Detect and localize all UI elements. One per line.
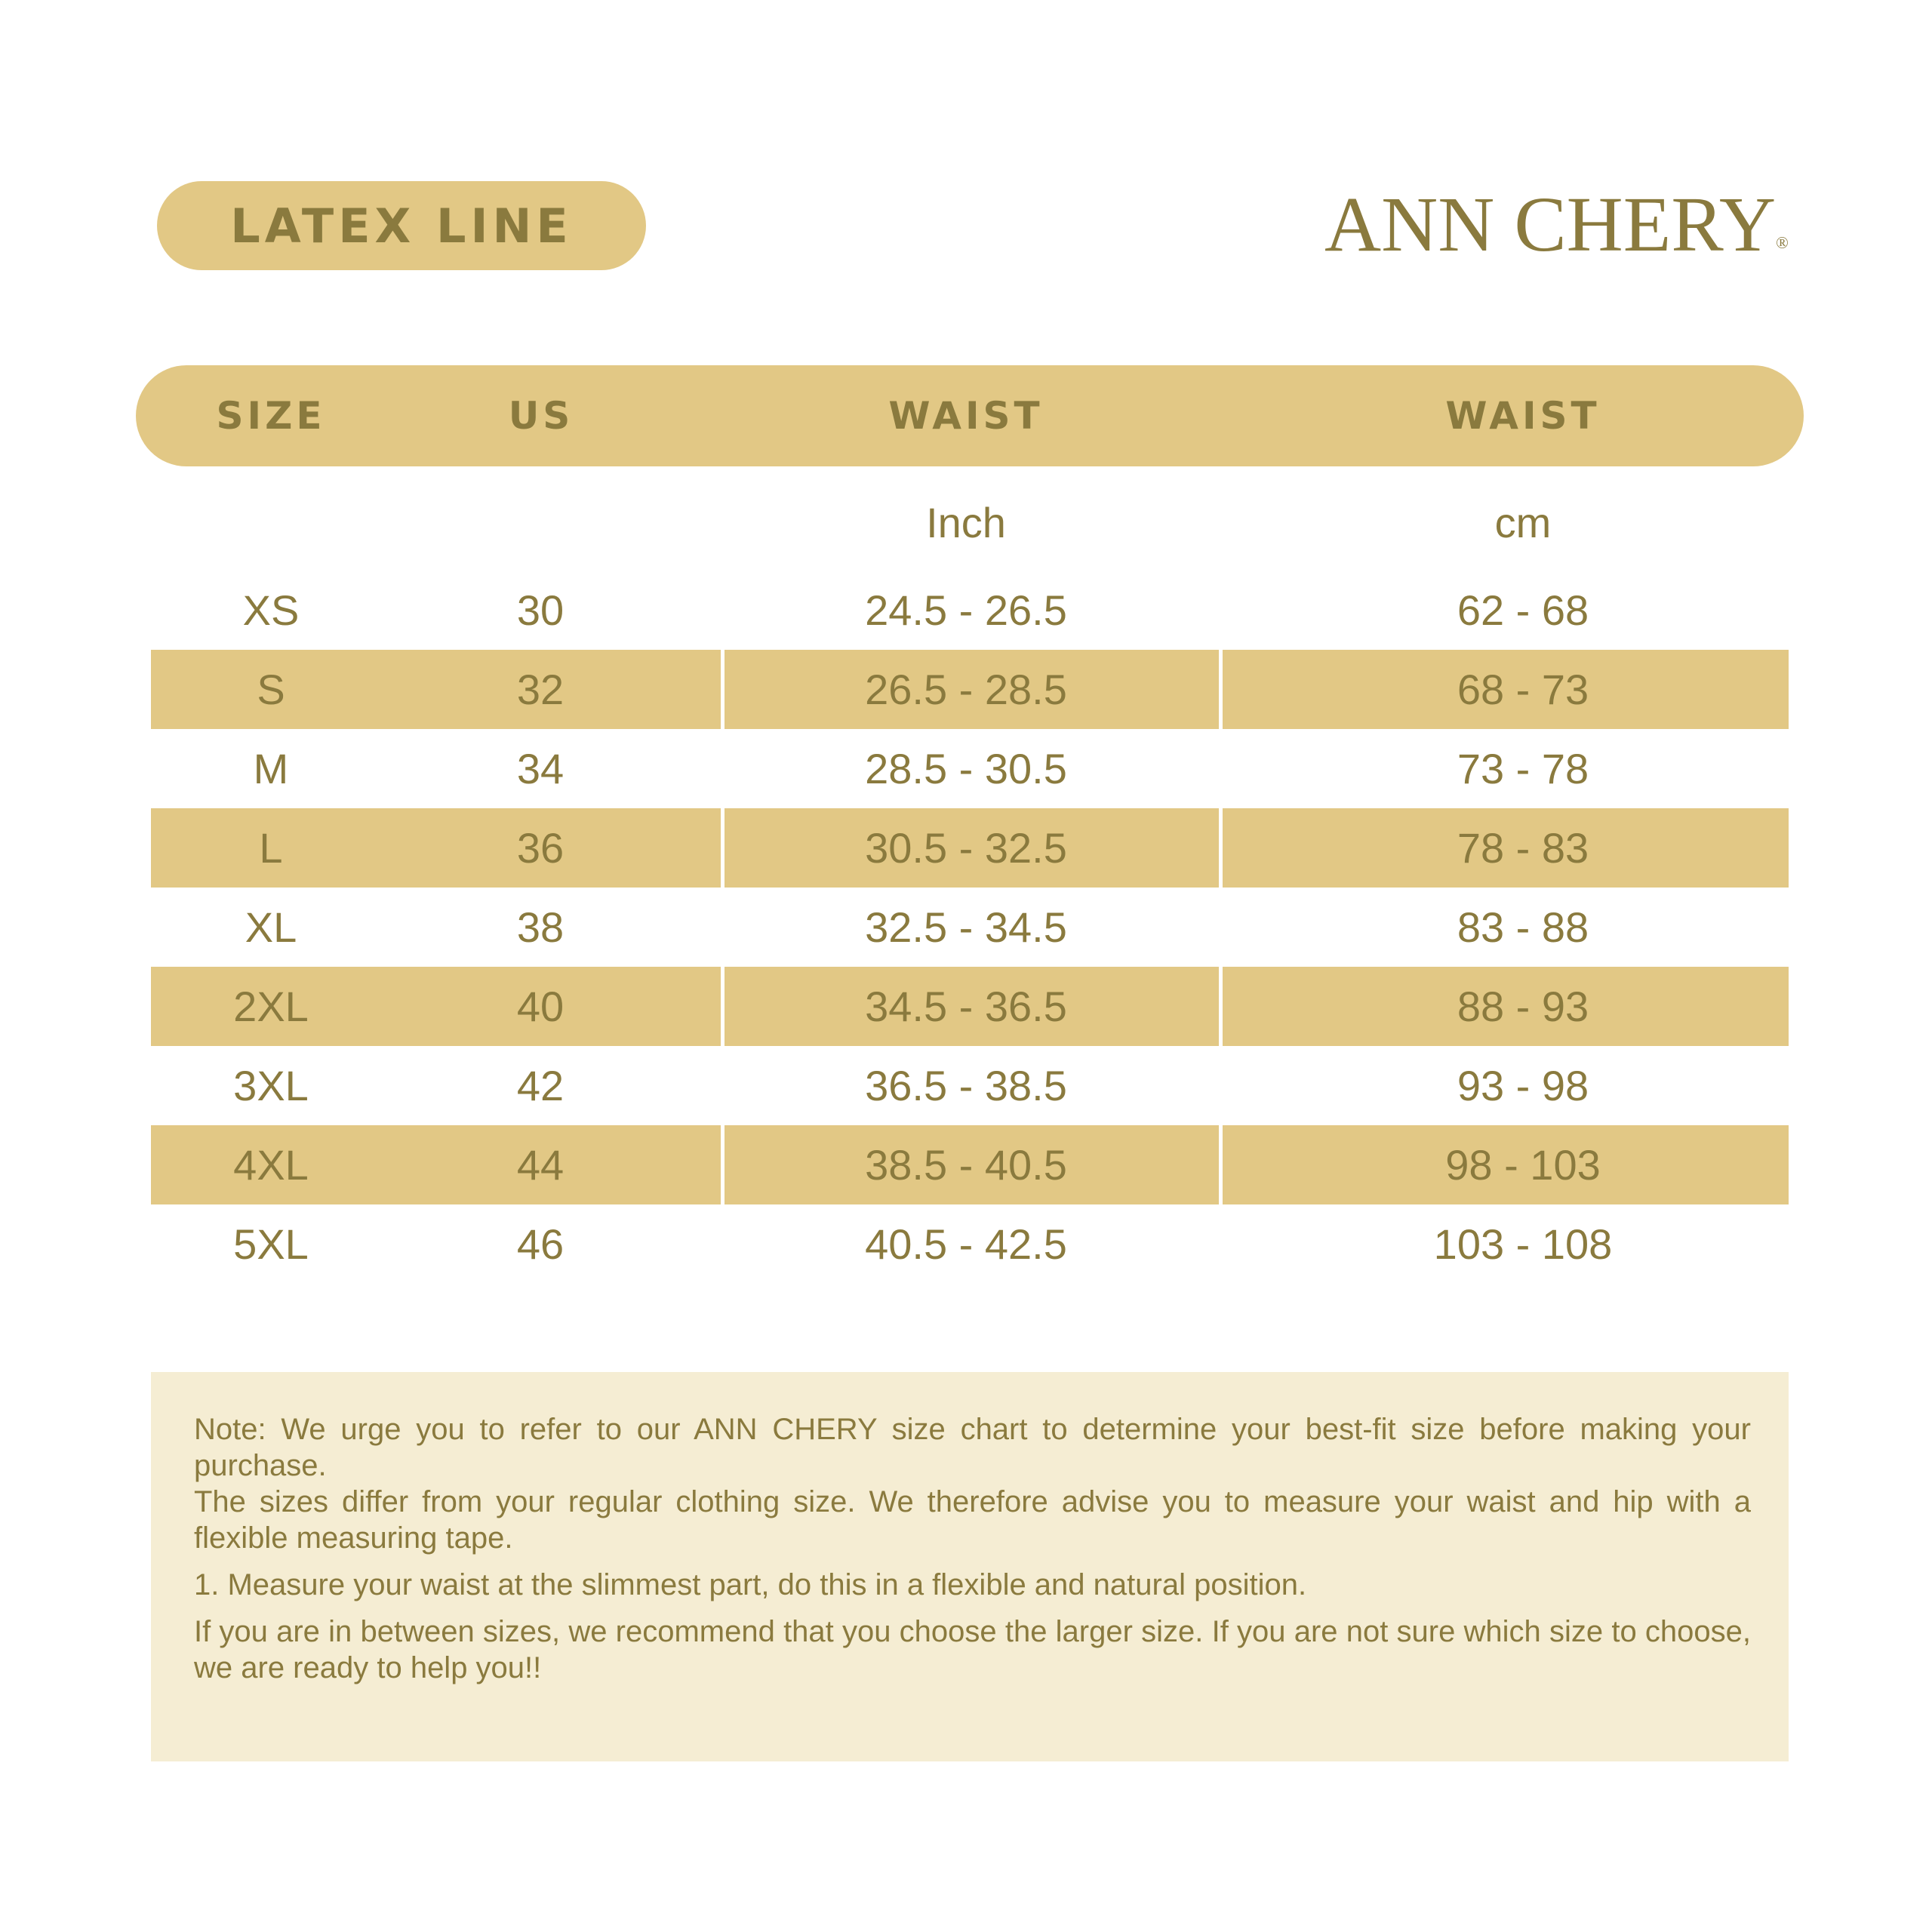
note-paragraph-2: The sizes differ from your regular clothing size. We therefore advise you to measure your waist and hip with a flexible measuring tape. bbox=[194, 1485, 1751, 1555]
brand-name: ANN CHERY bbox=[1324, 181, 1777, 268]
cell-size: XS bbox=[242, 586, 300, 634]
table-row bbox=[151, 1046, 1789, 1125]
cell-size: 4XL bbox=[233, 1141, 309, 1189]
cell-waist-cm: 62 - 68 bbox=[1457, 586, 1589, 634]
note-paragraph-4: If you are in between sizes, we recommend that you choose the larger size. If you are not sure which size to choose, we are ready to help you!! bbox=[194, 1615, 1751, 1684]
cell-size: 5XL bbox=[233, 1220, 309, 1268]
cell-size: XL bbox=[245, 903, 297, 951]
unit-inch: Inch bbox=[926, 499, 1006, 546]
table-row bbox=[151, 729, 1789, 808]
table-row bbox=[151, 888, 1789, 967]
line-badge bbox=[157, 181, 646, 270]
cell-us: 44 bbox=[516, 1141, 565, 1189]
table-row bbox=[151, 1204, 1789, 1284]
cell-us: 38 bbox=[516, 903, 565, 951]
cell-waist-cm: 93 - 98 bbox=[1457, 1062, 1589, 1109]
cell-us: 34 bbox=[516, 745, 565, 792]
table-row bbox=[151, 808, 1789, 888]
table-row bbox=[151, 967, 1789, 1046]
cell-waist-inch: 30.5 - 32.5 bbox=[865, 824, 1067, 872]
header-waist-inch: WAIST bbox=[888, 394, 1044, 438]
note-box bbox=[151, 1372, 1789, 1761]
note-text bbox=[194, 1411, 1751, 1697]
cell-size: 3XL bbox=[233, 1062, 309, 1109]
cell-size: L bbox=[259, 824, 283, 872]
header-waist-cm: WAIST bbox=[1445, 394, 1601, 438]
cell-waist-inch: 36.5 - 38.5 bbox=[865, 1062, 1067, 1109]
header-us: US bbox=[508, 394, 574, 438]
note-paragraph-1: Note: We urge you to refer to our ANN CHERY size chart to determine your best-fit size before making your purchase. bbox=[194, 1413, 1751, 1482]
table-row bbox=[151, 571, 1789, 650]
cell-waist-cm: 83 - 88 bbox=[1457, 903, 1589, 951]
cell-us: 42 bbox=[516, 1062, 565, 1109]
cell-us: 32 bbox=[516, 666, 565, 713]
cell-waist-cm: 78 - 83 bbox=[1457, 824, 1589, 872]
row-shade bbox=[151, 808, 721, 888]
cell-waist-cm: 98 - 103 bbox=[1445, 1141, 1601, 1189]
unit-cm: cm bbox=[1494, 499, 1552, 546]
cell-waist-cm: 68 - 73 bbox=[1457, 666, 1589, 713]
cell-waist-inch: 32.5 - 34.5 bbox=[865, 903, 1067, 951]
cell-us: 46 bbox=[516, 1220, 565, 1268]
cell-us: 40 bbox=[516, 983, 565, 1030]
table-row bbox=[151, 1125, 1789, 1204]
note-paragraph-3: 1. Measure your waist at the slimmest part, do this in a flexible and natural position. bbox=[194, 1568, 1307, 1601]
cell-waist-inch: 34.5 - 36.5 bbox=[865, 983, 1067, 1030]
line-badge-label: LATEX LINE bbox=[230, 198, 573, 254]
cell-size: S bbox=[257, 666, 285, 713]
cell-size: 2XL bbox=[233, 983, 309, 1030]
table-header bbox=[136, 365, 1804, 466]
row-shade bbox=[151, 650, 721, 729]
cell-waist-cm: 88 - 93 bbox=[1457, 983, 1589, 1030]
cell-waist-inch: 40.5 - 42.5 bbox=[865, 1220, 1067, 1268]
cell-waist-inch: 24.5 - 26.5 bbox=[865, 586, 1067, 634]
header-size: SIZE bbox=[216, 394, 326, 438]
cell-size: M bbox=[253, 745, 289, 792]
table-row bbox=[151, 650, 1789, 729]
cell-waist-inch: 28.5 - 30.5 bbox=[865, 745, 1067, 792]
cell-waist-cm: 73 - 78 bbox=[1457, 745, 1589, 792]
registered-mark: ® bbox=[1776, 233, 1789, 252]
brand-logo bbox=[1324, 180, 1792, 270]
cell-waist-inch: 38.5 - 40.5 bbox=[865, 1141, 1067, 1189]
cell-us: 30 bbox=[516, 586, 565, 634]
cell-us: 36 bbox=[516, 824, 565, 872]
cell-waist-inch: 26.5 - 28.5 bbox=[865, 666, 1067, 713]
cell-waist-cm: 103 - 108 bbox=[1433, 1220, 1613, 1268]
